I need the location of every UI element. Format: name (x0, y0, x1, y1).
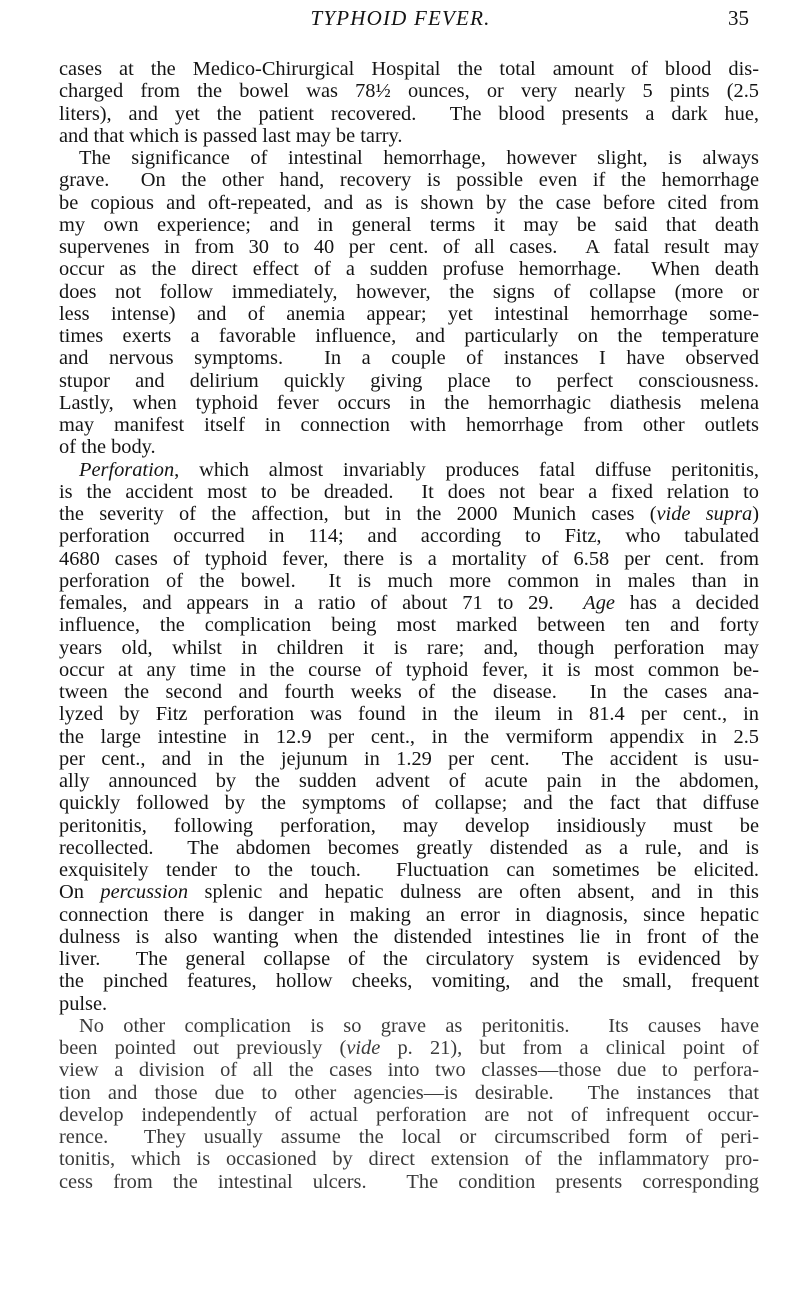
text-segment: view a division of all the cases into two classes—those due to perfora- (59, 1059, 759, 1082)
text-line (59, 147, 759, 169)
text-segment: be copious and oft-repeated, and as is shown by the case before cited from (59, 191, 759, 214)
text-segment: liver. The general collapse of the circulatory system is evidenced by (59, 948, 759, 970)
text-segment: liters), and yet the patient recovered. The blood presents a dark hue, (59, 102, 759, 125)
text-segment: ally announced by the sudden advent of acute pain in the abdomen, (59, 770, 759, 792)
text-segment: pulse. (59, 992, 108, 1015)
body-text (59, 58, 759, 1193)
text-segment: grave. On the other hand, recovery is possible even if the hemorrhage (59, 169, 759, 192)
text-line (59, 1015, 759, 1037)
text-segment: the pinched features, hollow cheeks, vomiting, and the small, frequent (59, 970, 759, 993)
text-line (59, 681, 759, 703)
text-line (59, 548, 759, 570)
text-segment: splenic and hepatic dulness are often absent, and in this (188, 881, 759, 904)
text-segment: tion and those due to other agencies—is desirable. The instances that (59, 1081, 759, 1104)
text-segment: may manifest itself in connection with hemorrhage from other outlets (59, 414, 759, 436)
text-segment: dulness is also wanting when the distended intestines lie in front of the (59, 925, 759, 948)
text-segment: the severity of the affection, but in the 2000 Munich cases ( (59, 503, 657, 525)
text-segment: Lastly, when typhoid fever occurs in the hemorrhagic diathesis melena (59, 391, 759, 414)
text-line (59, 1059, 759, 1081)
text-segment: times exerts a favorable influence, and particularly on the temperature (59, 325, 759, 347)
text-segment: rence. They usually assume the local or circumscribed form of peri- (59, 1126, 759, 1148)
text-segment: tonitis, which is occasioned by direct extension of the inflammatory pro- (59, 1148, 759, 1171)
text-segment: less intense) and of anemia appear; yet intestinal hemorrhage some- (59, 302, 759, 325)
text-segment: peritonitis, following perforation, may develop insidiously must be (59, 814, 759, 837)
text-segment: p. 21), but from a clinical point of (380, 1037, 759, 1059)
text-segment: perforation occurred in 114; and according to Fitz, who tabulated (59, 525, 759, 548)
text-line (59, 592, 759, 614)
text-line (59, 1126, 759, 1148)
text-segment: has a decided (614, 592, 759, 614)
text-segment: lyzed by Fitz perforation was found in the ileum in 81.4 per cent., in (59, 703, 759, 726)
text-line (59, 436, 759, 458)
text-line (59, 525, 759, 547)
text-line (59, 392, 759, 414)
text-line (59, 347, 759, 369)
text-line (59, 80, 759, 102)
text-segment: occur as the direct effect of a sudden profuse hemorrhage. When death (59, 258, 759, 281)
text-line (59, 792, 759, 814)
text-line (59, 459, 759, 481)
text-line (59, 1148, 759, 1170)
text-line (59, 970, 759, 992)
running-title: TYPHOID FEVER. (310, 6, 491, 30)
text-line (59, 748, 759, 770)
text-segment: cases at the Medico-Chirurgical Hospital the total amount of blood dis- (59, 58, 759, 80)
text-segment: my own experience; and in general terms it may be said that death (59, 213, 759, 236)
italic-text: percussion (100, 881, 189, 904)
text-segment: 4680 cases of typhoid fever, there is a mortality of 6.58 per cent. from (59, 547, 759, 570)
text-segment: recollected. The abdomen becomes greatly distended as a rule, and is (59, 836, 759, 859)
text-segment: cess from the intestinal ulcers. The condition presents corresponding (59, 1170, 759, 1193)
text-segment: , which almost invariably produces fatal diffuse peritonitis, (174, 458, 759, 481)
text-line (59, 948, 759, 970)
text-segment: is the accident most to be dreaded. It does not bear a fixed relation to (59, 480, 759, 503)
text-segment: females, and appears in a ratio of about 71 to 29. (59, 592, 584, 614)
text-segment: connection there is danger in making an error in diagnosis, since hepatic (59, 903, 759, 926)
text-segment: perforation of the bowel. It is much more common in males than in (59, 569, 759, 592)
text-segment: years old, whilst in children it is rare; and, though perforation may (59, 636, 759, 659)
text-segment: develop independently of actual perforation are not of infrequent occur- (59, 1103, 759, 1126)
text-line (59, 281, 759, 303)
text-segment: The significance of intestinal hemorrhage, however slight, is always (79, 147, 759, 169)
text-line (59, 169, 759, 191)
text-line (59, 815, 759, 837)
text-segment: quickly followed by the symptoms of collapse; and the fact that diffuse (59, 792, 759, 815)
text-line (59, 58, 759, 80)
text-segment: On (59, 881, 101, 904)
italic-text: vide supra (656, 503, 753, 525)
text-line (59, 125, 759, 147)
text-line (59, 1104, 759, 1126)
text-line (59, 1037, 759, 1059)
text-line (59, 325, 759, 347)
text-segment: and that which is passed last may be tarry. (59, 124, 403, 147)
text-line (59, 859, 759, 881)
text-segment: per cent., and in the jejunum in 1.29 per cent. The accident is usu- (59, 747, 759, 770)
text-segment: been pointed out previously ( (59, 1037, 347, 1059)
text-line (59, 414, 759, 436)
text-segment: the large intestine in 12.9 per cent., in the vermiform appendix in 2.5 (59, 725, 759, 748)
text-line (59, 1171, 759, 1193)
text-line (59, 214, 759, 236)
text-segment: tween the second and fourth weeks of the disease. In the cases ana- (59, 681, 759, 703)
text-segment: exquisitely tender to the touch. Fluctuation can sometimes be elicited. (59, 859, 759, 881)
text-line (59, 481, 759, 503)
text-segment: of the body. (59, 436, 156, 459)
text-line (59, 1082, 759, 1104)
text-line (59, 303, 759, 325)
text-line (59, 614, 759, 636)
text-line (59, 837, 759, 859)
text-line (59, 236, 759, 258)
text-segment: and nervous symptoms. In a couple of instances I have observed (59, 347, 759, 370)
text-line (59, 258, 759, 280)
text-line (59, 103, 759, 125)
text-segment: does not follow immediately, however, the signs of collapse (more or (59, 280, 759, 303)
text-line (59, 881, 759, 903)
text-line (59, 503, 759, 525)
text-segment: No other complication is so grave as peritonitis. Its causes have (79, 1014, 759, 1037)
text-line (59, 370, 759, 392)
text-line (59, 570, 759, 592)
text-segment: occur at any time in the course of typhoid fever, it is most common be- (59, 658, 759, 681)
text-segment: stupor and delirium quickly giving place to perfect consciousness. (59, 369, 759, 392)
page-number: 35 (728, 6, 749, 30)
text-line (59, 726, 759, 748)
running-head (0, 6, 801, 36)
text-line (59, 703, 759, 725)
italic-text: Age (583, 592, 615, 614)
italic-text: Perforation (79, 458, 175, 481)
text-line (59, 192, 759, 214)
text-line (59, 659, 759, 681)
text-line (59, 926, 759, 948)
text-segment: supervenes in from 30 to 40 per cent. of all cases. A fatal result may (59, 236, 759, 258)
text-line (59, 993, 759, 1015)
italic-text: vide (346, 1037, 381, 1059)
text-line (59, 770, 759, 792)
text-segment: charged from the bowel was 78½ ounces, or very nearly 5 pints (2.5 (59, 80, 759, 103)
text-line (59, 637, 759, 659)
text-line (59, 904, 759, 926)
text-segment: influence, the complication being most marked between ten and forty (59, 614, 759, 637)
text-segment: ) (752, 503, 759, 525)
